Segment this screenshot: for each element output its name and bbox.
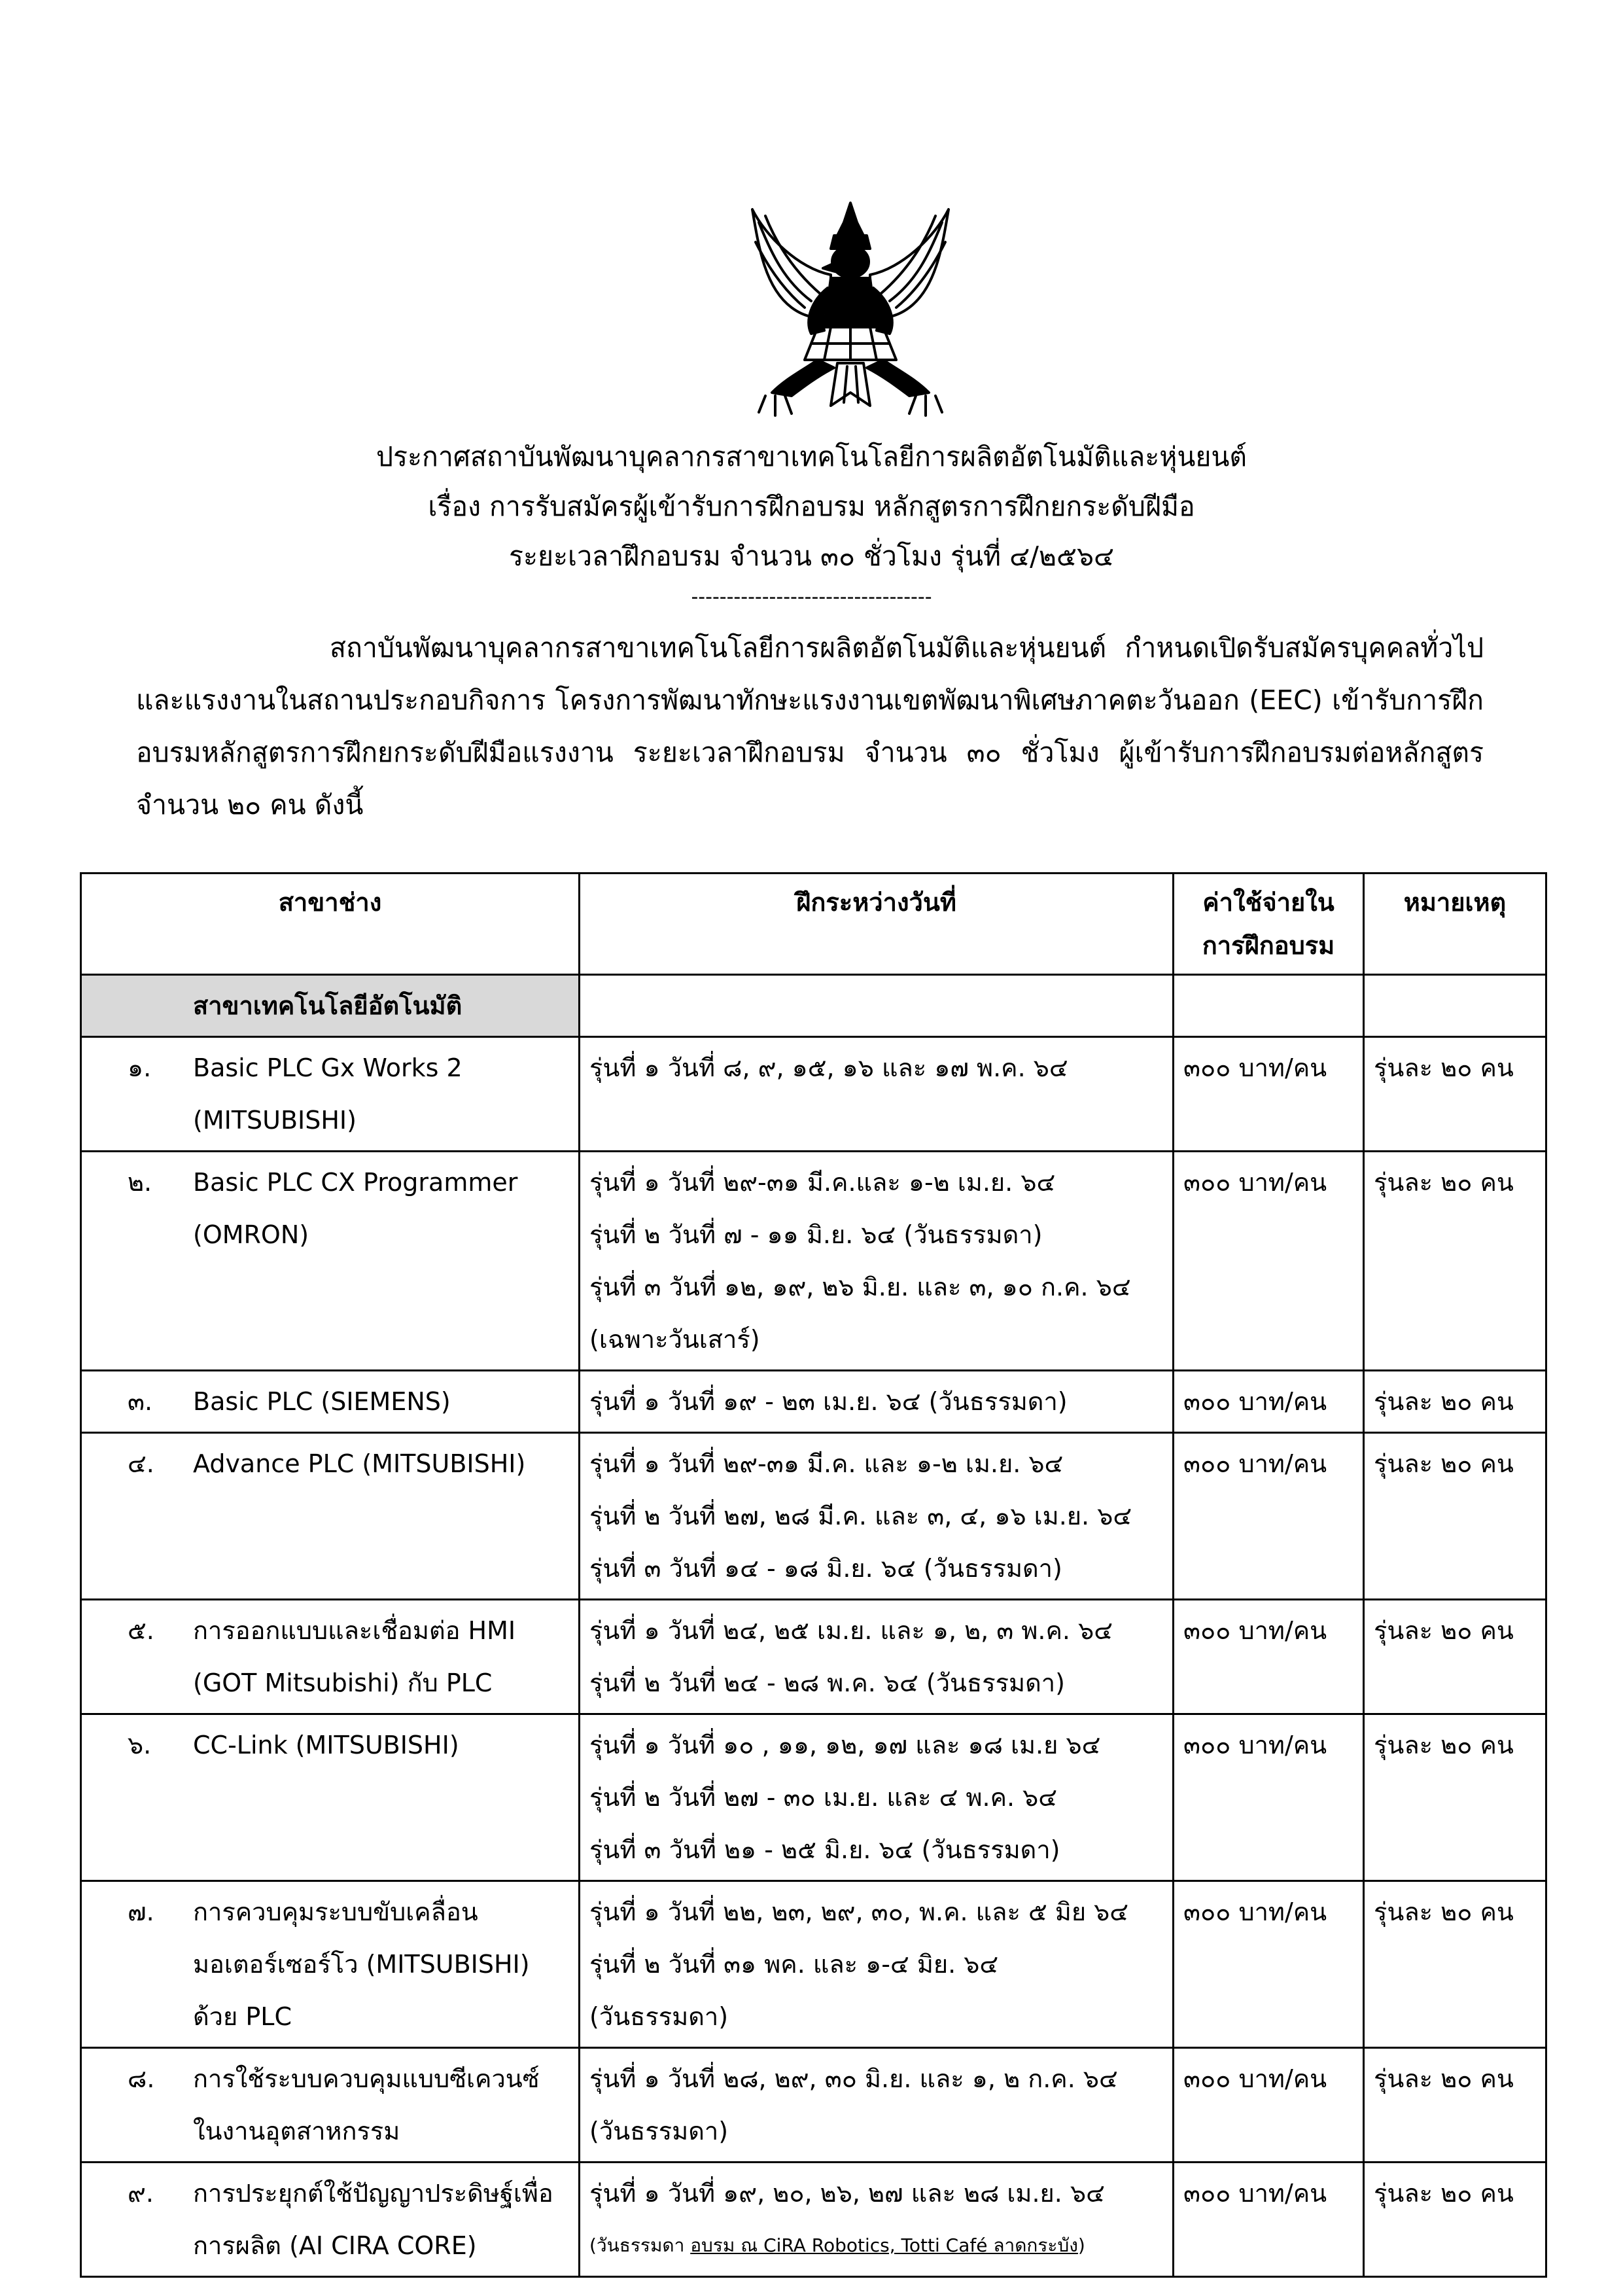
course-name-line: มอเตอร์เซอร์โว (MITSUBISHI): [193, 1950, 530, 1979]
course-cell: [81, 1714, 580, 1881]
date-line: รุ่นที่ ๒ วันที่ ๒๗ - ๓๐ เม.ย. และ ๔ พ.ค. ๖๔: [589, 1783, 1058, 1812]
course-table: [80, 872, 1547, 2278]
announcement-body: [136, 622, 1484, 831]
cost-cell: ๓๐๐ บาท/คน: [1174, 1600, 1364, 1714]
date-line: รุ่นที่ ๑ วันที่ ๑๙ - ๒๓ เม.ย. ๖๔ (วันธรรมดา): [589, 1387, 1068, 1416]
dates-cell: [580, 1714, 1174, 1881]
announcement-title: ประกาศสถาบันพัฒนาบุคลากรสาขาเทคโนโลยีการผลิตอัตโนมัติและหุ่นยนต์: [375, 441, 1248, 472]
course-name-line: ด้วย PLC: [193, 2002, 292, 2031]
course-name-line: Basic PLC (SIEMENS): [193, 1387, 451, 1416]
table-row: [81, 1881, 1546, 2048]
title-divider: ----------------------------------: [691, 586, 932, 609]
dates-cell: [580, 1881, 1174, 2048]
table-row: [81, 1037, 1546, 1152]
venue-note-prefix: (วันธรรมดา: [589, 2234, 691, 2256]
course-name-line: การประยุกต์ใช้ปัญญาประดิษฐ์เพื่อ: [193, 2179, 553, 2208]
date-line: รุ่นที่ ๒ วันที่ ๗ - ๑๑ มิ.ย. ๖๔ (วันธรรมดา): [589, 1220, 1043, 1249]
remark-cell: รุ่นละ ๒๐ คน: [1364, 1881, 1546, 2048]
course-cell: [81, 1433, 580, 1600]
date-line: รุ่นที่ ๒ วันที่ ๓๑ พค. และ ๑-๔ มิย. ๖๔: [589, 1950, 999, 1979]
body-paragraph: สถาบันพัฒนาบุคลากรสาขาเทคโนโลยีการผลิตอัตโนมัติและหุ่นยนต์ กำหนดเปิดรับสมัครบุคคลทั่วไปและแรงงานในสถานประกอบกิจการ โครงการพัฒนาทักษะแรงงานเขตพัฒนาพิเศษภาคตะวันออก (EEC) เข้ารับการฝึกอบรมหลักสูตรการฝึกยกระดับฝีมือแรงงาน ระยะเวลาฝึกอบรม จำนวน ๓๐ ชั่วโมง ผู้เข้ารับการฝึกอบรมต่อหลักสูตร จำนวน ๒๐ คน ดังนี้: [136, 632, 1484, 821]
cost-cell: ๓๐๐ บาท/คน: [1174, 2048, 1364, 2163]
garuda-emblem: [739, 196, 962, 425]
cost-cell: ๓๐๐ บาท/คน: [1174, 1714, 1364, 1881]
date-line: (เฉพาะวันเสาร์): [589, 1325, 760, 1354]
remark-cell: รุ่นละ ๒๐ คน: [1364, 1714, 1546, 1881]
course-number: ๓.: [128, 1387, 153, 1416]
remark-cell: รุ่นละ ๒๐ คน: [1364, 2163, 1546, 2277]
header-cost-line2: การฝึกอบรม: [1202, 931, 1335, 960]
table-row: [81, 2048, 1546, 2163]
section-row: [81, 975, 1546, 1037]
venue-note: [589, 2219, 1163, 2272]
header-branch: สาขาช่าง: [81, 874, 580, 975]
announcement-duration: ระยะเวลาฝึกอบรม จำนวน ๓๐ ชั่วโมง รุ่นที่ ๔/๒๕๖๔: [508, 540, 1115, 572]
cost-cell: ๓๐๐ บาท/คน: [1174, 1371, 1364, 1433]
date-line: รุ่นที่ ๓ วันที่ ๑๒, ๑๙, ๒๖ มิ.ย. และ ๓, ๑๐ ก.ค. ๖๔: [589, 1273, 1131, 1301]
dates-cell: [580, 1433, 1174, 1600]
course-number: ๕.: [128, 1616, 154, 1645]
cost-cell: ๓๐๐ บาท/คน: [1174, 2163, 1364, 2277]
table-row: [81, 1600, 1546, 1714]
course-number: ๗.: [128, 1898, 154, 1926]
date-line: รุ่นที่ ๓ วันที่ ๑๔ - ๑๘ มิ.ย. ๖๔ (วันธรรมดา): [589, 1554, 1062, 1583]
course-name-line: การควบคุมระบบขับเคลื่อน: [193, 1898, 478, 1926]
header-cost: [1174, 874, 1364, 975]
course-name-line: การใช้ระบบควบคุมแบบซีเควนซ์: [193, 2064, 540, 2093]
dates-cell: [580, 1037, 1174, 1152]
venue-note-location: อบรม ณ CiRA Robotics, Totti Café ลาดกระบัง: [690, 2234, 1078, 2256]
cost-cell: ๓๐๐ บาท/คน: [1174, 1152, 1364, 1371]
course-cell: [81, 1600, 580, 1714]
course-number: ๒.: [128, 1168, 152, 1197]
remark-cell: รุ่นละ ๒๐ คน: [1364, 1600, 1546, 1714]
dates-cell: [580, 1600, 1174, 1714]
course-name-line: (GOT Mitsubishi) กับ PLC: [193, 1669, 493, 1697]
dates-cell: [580, 1371, 1174, 1433]
date-line: รุ่นที่ ๑ วันที่ ๒๙-๓๑ มี.ค.และ ๑-๒ เม.ย. ๖๔: [589, 1168, 1056, 1197]
cost-cell: ๓๐๐ บาท/คน: [1174, 1037, 1364, 1152]
date-line: รุ่นที่ ๑ วันที่ ๒๘, ๒๙, ๓๐ มิ.ย. และ ๑, ๒ ก.ค. ๖๔: [589, 2064, 1118, 2093]
date-line: รุ่นที่ ๑ วันที่ ๑๐ , ๑๑, ๑๒, ๑๗ และ ๑๘ เม.ย ๖๔: [589, 1731, 1101, 1759]
table-row: [81, 2163, 1546, 2277]
announcement-subject: เรื่อง การรับสมัครผู้เข้ารับการฝึกอบรม หลักสูตรการฝึกยกระดับฝีมือ: [428, 491, 1195, 522]
section-label: สาขาเทคโนโลยีอัตโนมัติ: [81, 975, 580, 1037]
date-line: (วันธรรมดา): [589, 2117, 729, 2146]
cost-cell: ๓๐๐ บาท/คน: [1174, 1881, 1364, 2048]
remark-cell: รุ่นละ ๒๐ คน: [1364, 1371, 1546, 1433]
date-line: รุ่นที่ ๒ วันที่ ๒๗, ๒๘ มี.ค. และ ๓, ๔, ๑๖ เม.ย. ๖๔: [589, 1502, 1132, 1530]
course-cell: [81, 1881, 580, 2048]
course-cell: [81, 1037, 580, 1152]
date-line: รุ่นที่ ๒ วันที่ ๒๔ - ๒๘ พ.ค. ๖๔ (วันธรรมดา): [589, 1669, 1065, 1697]
course-cell: [81, 2048, 580, 2163]
cost-cell: ๓๐๐ บาท/คน: [1174, 1433, 1364, 1600]
dates-cell: [580, 2048, 1174, 2163]
table-header-row: [81, 874, 1546, 975]
date-line: รุ่นที่ ๑ วันที่ ๒๔, ๒๕ เม.ย. และ ๑, ๒, ๓ พ.ค. ๖๔: [589, 1616, 1113, 1645]
dates-cell: [580, 1152, 1174, 1371]
course-name-line: (MITSUBISHI): [193, 1106, 357, 1135]
remark-cell: รุ่นละ ๒๐ คน: [1364, 2048, 1546, 2163]
date-line: รุ่นที่ ๑ วันที่ ๒๙-๓๑ มี.ค. และ ๑-๒ เม.ย. ๖๔: [589, 1449, 1064, 1478]
course-name-line: Advance PLC (MITSUBISHI): [193, 1449, 526, 1478]
header-dates: ฝึกระหว่างวันที่: [580, 874, 1174, 975]
remark-cell: รุ่นละ ๒๐ คน: [1364, 1037, 1546, 1152]
course-number: ๑.: [128, 1053, 152, 1082]
course-name-line: การผลิต (AI CIRA CORE): [193, 2231, 477, 2260]
remark-cell: รุ่นละ ๒๐ คน: [1364, 1433, 1546, 1600]
date-line: รุ่นที่ ๓ วันที่ ๒๑ - ๒๕ มิ.ย. ๖๔ (วันธรรมดา): [589, 1835, 1060, 1864]
venue-note-suffix: ): [1077, 2234, 1085, 2256]
table-row: [81, 1433, 1546, 1600]
remark-cell: รุ่นละ ๒๐ คน: [1364, 1152, 1546, 1371]
date-line: รุ่นที่ ๑ วันที่ ๑๙, ๒๐, ๒๖, ๒๗ และ ๒๘ เม.ย. ๖๔: [589, 2179, 1105, 2208]
table-row: [81, 1714, 1546, 1881]
course-name-line: ในงานอุตสาหกรรม: [193, 2117, 400, 2146]
date-line: รุ่นที่ ๑ วันที่ ๘, ๙, ๑๕, ๑๖ และ ๑๗ พ.ค. ๖๔: [589, 1053, 1068, 1082]
date-line: รุ่นที่ ๑ วันที่ ๒๒, ๒๓, ๒๙, ๓๐, พ.ค. และ ๕ มิย ๖๔: [589, 1898, 1129, 1926]
course-name-line: Basic PLC Gx Works 2: [193, 1053, 462, 1082]
header-remark: หมายเหตุ: [1364, 874, 1546, 975]
course-cell: [81, 2163, 580, 2277]
course-number: ๖.: [128, 1731, 152, 1759]
course-number: ๙.: [128, 2179, 154, 2208]
course-cell: [81, 1152, 580, 1371]
dates-cell: [580, 2163, 1174, 2277]
course-name-line: CC-Link (MITSUBISHI): [193, 1731, 459, 1759]
header-cost-line1: ค่าใช้จ่ายใน: [1202, 888, 1335, 917]
table-row: [81, 1152, 1546, 1371]
table-row: [81, 1371, 1546, 1433]
course-name-line: การออกแบบและเชื่อมต่อ HMI: [193, 1616, 516, 1645]
course-number: ๘.: [128, 2064, 155, 2093]
course-cell: [81, 1371, 580, 1433]
table-body: [81, 975, 1546, 2277]
course-name-line: (OMRON): [193, 1220, 309, 1249]
date-line: (วันธรรมดา): [589, 2002, 729, 2031]
course-name-line: Basic PLC CX Programmer: [193, 1168, 518, 1197]
course-number: ๔.: [128, 1449, 154, 1478]
